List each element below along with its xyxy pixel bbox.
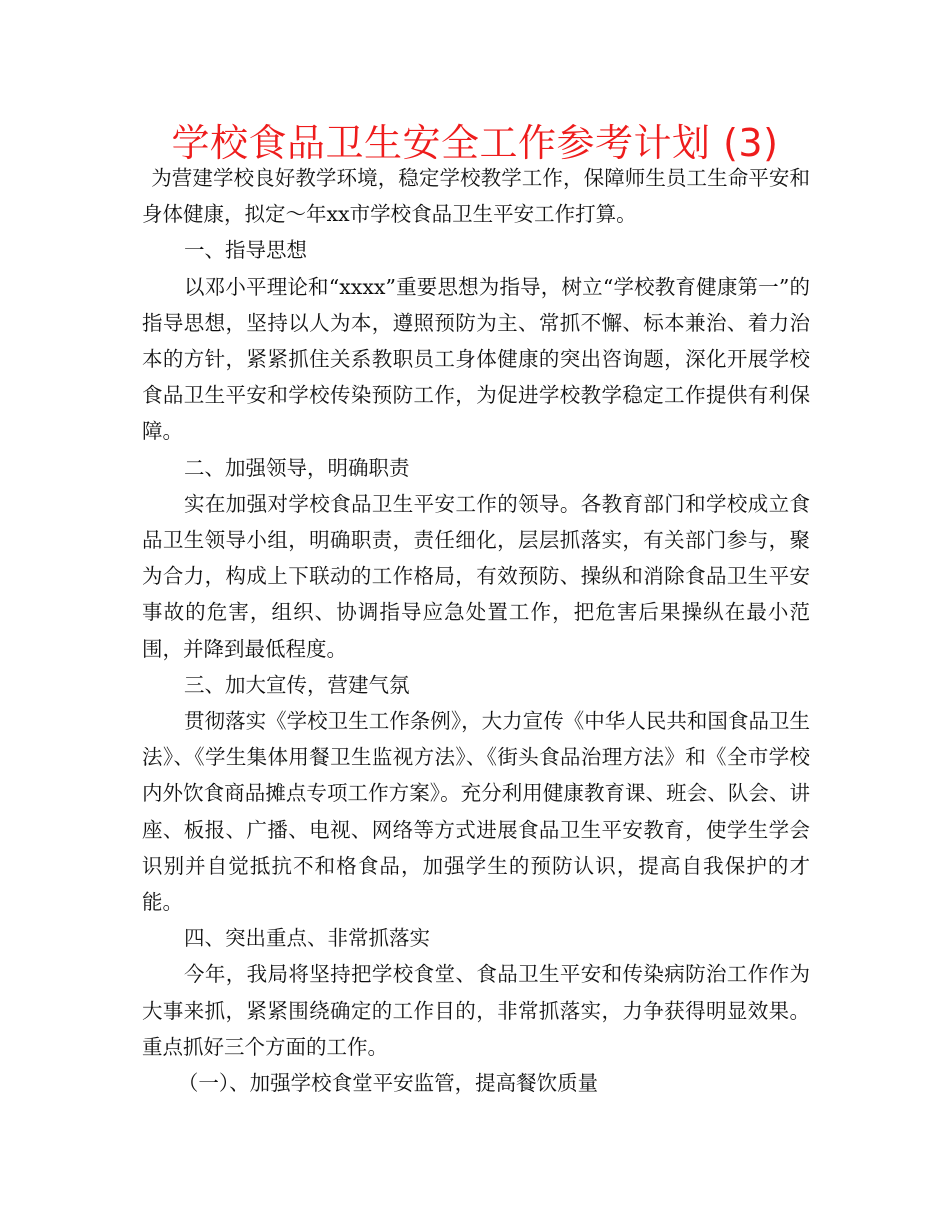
section-heading-guiding-thought: 一、指导思想 <box>184 238 308 263</box>
intro-paragraph: 为营建学校良好教学环境，稳定学校教学工作，保障师生员工生命平安和身体健康，拟定～年xx市学校食品卫生平安工作打算。 <box>142 166 810 227</box>
body-paragraph: 今年，我局将坚持把学校食堂、食品卫生平安和传染病防治工作作为大事来抓，紧紧围绕确定的工作目的，非常抓落实，力争获得明显效果。重点抓好三个方面的工作。 <box>142 962 810 1059</box>
body-paragraph: 实在加强对学校食品卫生平安工作的领导。各教育部门和学校成立食品卫生领导小组，明确职责，责任细化，层层抓落实，有关部门参与，聚为合力，构成上下联动的工作格局，有效预防、操纵和消除食品卫生平安事故的危害，组织、协调指导应急处置工作，把危害后果操纵在最小范围，并降到最低程度。 <box>142 491 810 661</box>
body-paragraph: 以邓小平理论和“xxxx”重要思想为指导，树立“学校教育健康第一”的指导思想，坚持以人为本，遵照预防为主、常抓不懈、标本兼治、着力治本的方针，紧紧抓住关系教职员工身体健康的突出咨询题，深化开展学校食品卫生平安和学校传染预防工作，为促进学校教学稳定工作提供有利保障。 <box>142 274 810 444</box>
section-heading-publicity: 三、加大宣传，营建气氛 <box>184 672 410 697</box>
body-paragraph: 贯彻落实《学校卫生工作条例》，大力宣传《中华人民共和国食品卫生法》、《学生集体用餐卫生监视方法》、《街头食品治理方法》和《全市学校内外饮食商品摊点专项工作方案》。充分利用健康教育课、班会、队会、讲座、板报、广播、电视、网络等方式进展食品卫生平安教育，使学生学会识别并自觉抵抗不和格食品，加强学生的预防认识，提高自我保护的才能。 <box>142 709 810 915</box>
subsection-heading: （一）、加强学校食堂平安监管，提高餐饮质量 <box>177 1071 599 1096</box>
document-title: 学校食品卫生安全工作参考计划 (3) <box>171 121 779 165</box>
document-body <box>142 160 810 1101</box>
section-heading-leadership: 二、加强领导，明确职责 <box>184 455 410 480</box>
section-heading-priorities: 四、突出重点、非常抓落实 <box>184 926 431 951</box>
